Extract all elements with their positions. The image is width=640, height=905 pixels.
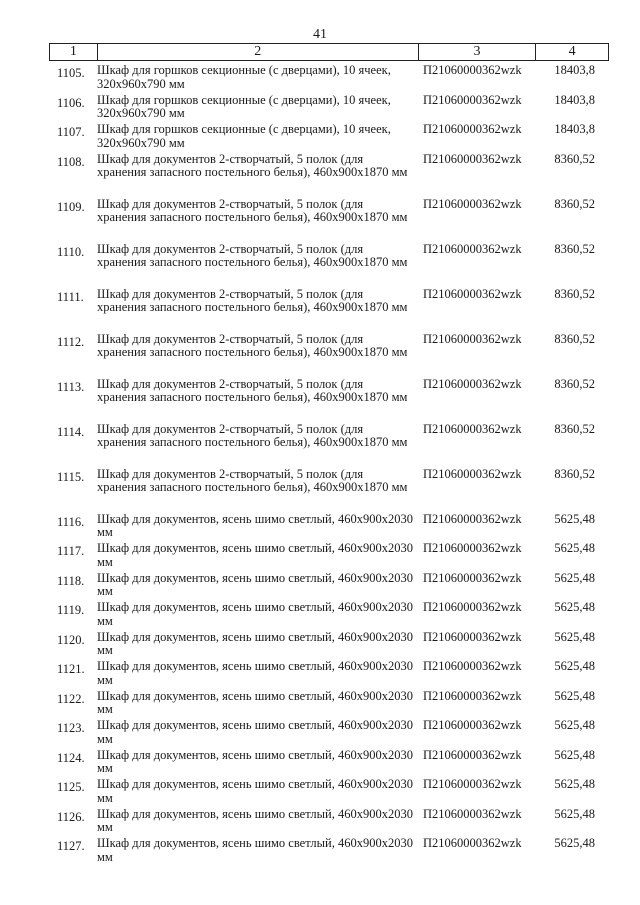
row-code: П21060000362wzk [423,421,522,436]
row-price: 8360,52 [554,241,595,256]
row-code: П21060000362wzk [423,806,522,821]
row-price: 5625,48 [554,511,595,526]
table-row [49,198,609,243]
row-price: 8360,52 [554,196,595,211]
row-number: 1122. [57,691,85,706]
table-row [49,542,609,572]
row-code: П21060000362wzk [423,92,522,107]
row-code: П21060000362wzk [423,466,522,481]
row-number: 1120. [57,632,85,647]
row-price: 8360,52 [554,421,595,436]
row-name: Шкаф для документов, ясень шимо светлый, 460х900х2030 мм [97,777,413,805]
row-code: П21060000362wzk [423,122,522,136]
row-name: Шкаф для документов, ясень шимо светлый, 460х900х2030 мм [97,747,413,776]
row-code: П21060000362wzk [423,511,522,526]
header-col-3: 3 [419,44,537,60]
row-price: 5625,48 [554,541,595,555]
header-col-4: 4 [568,44,576,59]
row-price: 18403,8 [554,63,595,77]
row-price: 5625,48 [554,806,595,821]
row-price: 18403,8 [554,92,595,107]
row-code: П21060000362wzk [423,688,522,703]
table-row [49,837,609,867]
row-number: 1115. [57,469,85,484]
row-number: 1112. [57,334,85,349]
table-row [49,749,609,779]
row-code: П21060000362wzk [423,570,522,585]
table-row [49,631,609,661]
table-row [49,123,609,153]
row-name: Шкаф для документов, ясень шимо светлый, 460х900х2030 мм [97,836,413,864]
row-code: П21060000362wzk [423,286,522,301]
row-code: П21060000362wzk [423,600,522,614]
row-code: П21060000362wzk [423,659,522,673]
row-code: П21060000362wzk [423,151,522,166]
row-price: 5625,48 [554,688,595,703]
row-price: 8360,52 [554,466,595,481]
table-row [49,64,609,94]
row-number: 1109. [57,199,85,214]
row-number: 1119. [57,603,85,617]
header-col-2: 2 [98,44,419,60]
row-name: Шкаф для документов, ясень шимо светлый, 460х900х2030 мм [97,806,413,835]
table-row [49,660,609,690]
row-name: Шкаф для документов, ясень шимо светлый, 460х900х2030 мм [97,718,413,746]
row-code: П21060000362wzk [423,541,522,555]
table-row [49,378,609,423]
row-number: 1117. [57,544,85,558]
row-number: 1108. [57,154,85,169]
table-row [49,153,609,198]
table-row [49,423,609,468]
table-row [49,601,609,631]
row-number: 1123. [57,721,85,735]
table-row [49,778,609,808]
row-number: 1127. [57,839,85,853]
row-number: 1105. [57,66,85,80]
row-number: 1106. [57,95,85,110]
row-code: П21060000362wzk [423,747,522,762]
table-row [49,94,609,124]
row-price: 5625,48 [554,629,595,644]
table-row [49,513,609,543]
row-price: 5625,48 [554,600,595,614]
row-price: 8360,52 [554,331,595,346]
row-name: Шкаф для документов, ясень шимо светлый, 460х900х2030 мм [97,688,413,717]
row-name: Шкаф для документов 2-створчатый, 5 полок (для хранения запасного постельного белья), 460х900х1870 мм [97,196,408,225]
row-price: 5625,48 [554,659,595,673]
row-name: Шкаф для документов 2-створчатый, 5 полок (для хранения запасного постельного белья), 460х900х1870 мм [97,151,408,180]
row-number: 1111. [57,289,84,304]
row-number: 1126. [57,809,85,824]
table-row [49,288,609,333]
row-code: П21060000362wzk [423,836,522,850]
row-name: Шкаф для документов, ясень шимо светлый, 460х900х2030 мм [97,511,413,540]
row-number: 1114. [57,424,85,439]
row-name: Шкаф для горшков секционные (с дверцами), 10 ячеек, 320х960х790 мм [97,63,391,91]
row-price: 5625,48 [554,570,595,585]
row-code: П21060000362wzk [423,629,522,644]
row-price: 5625,48 [554,836,595,850]
row-number: 1125. [57,780,85,794]
row-name: Шкаф для документов, ясень шимо светлый, 460х900х2030 мм [97,541,413,569]
row-price: 8360,52 [554,151,595,166]
row-price: 5625,48 [554,777,595,791]
table-row [49,572,609,602]
row-code: П21060000362wzk [423,63,522,77]
row-name: Шкаф для горшков секционные (с дверцами), 10 ячеек, 320х960х790 мм [97,122,391,150]
row-price: 18403,8 [554,122,595,136]
row-number: 1118. [57,573,85,588]
row-price: 8360,52 [554,286,595,301]
row-name: Шкаф для документов 2-створчатый, 5 полок (для хранения запасного постельного белья), 460х900х1870 мм [97,466,408,495]
row-name: Шкаф для документов 2-створчатый, 5 полок (для хранения запасного постельного белья), 460х900х1870 мм [97,241,408,270]
table-row [49,808,609,838]
row-name: Шкаф для документов 2-створчатый, 5 полок (для хранения запасного постельного белья), 460х900х1870 мм [97,286,408,315]
row-name: Шкаф для документов, ясень шимо светлый, 460х900х2030 мм [97,659,413,687]
row-code: П21060000362wzk [423,331,522,346]
row-name: Шкаф для горшков секционные (с дверцами), 10 ячеек, 320х960х790 мм [97,92,391,121]
row-code: П21060000362wzk [423,376,522,391]
row-name: Шкаф для документов 2-створчатый, 5 полок (для хранения запасного постельного белья), 460х900х1870 мм [97,376,408,405]
row-number: 1113. [57,379,85,394]
table-row [49,333,609,378]
row-number: 1110. [57,244,85,259]
row-name: Шкаф для документов, ясень шимо светлый, 460х900х2030 мм [97,600,413,628]
row-name: Шкаф для документов 2-створчатый, 5 полок (для хранения запасного постельного белья), 460х900х1870 мм [97,331,408,360]
table-row [49,243,609,288]
row-price: 5625,48 [554,718,595,732]
row-code: П21060000362wzk [423,196,522,211]
table-row [49,690,609,720]
row-number: 1107. [57,125,85,139]
table-row [49,468,609,513]
row-price: 5625,48 [554,747,595,762]
table-header [49,43,609,61]
row-name: Шкаф для документов, ясень шимо светлый, 460х900х2030 мм [97,629,413,658]
items-table [49,43,609,867]
row-price: 8360,52 [554,376,595,391]
page-number: 41 [313,27,327,42]
row-name: Шкаф для документов, ясень шимо светлый, 460х900х2030 мм [97,570,413,599]
row-code: П21060000362wzk [423,777,522,791]
row-name: Шкаф для документов 2-створчатый, 5 полок (для хранения запасного постельного белья), 460х900х1870 мм [97,421,408,450]
row-number: 1124. [57,750,85,765]
row-code: П21060000362wzk [423,241,522,256]
row-code: П21060000362wzk [423,718,522,732]
header-col-1: 1 [50,44,98,60]
table-row [49,719,609,749]
table-body [49,64,609,867]
row-number: 1116. [57,514,85,529]
row-number: 1121. [57,662,85,676]
